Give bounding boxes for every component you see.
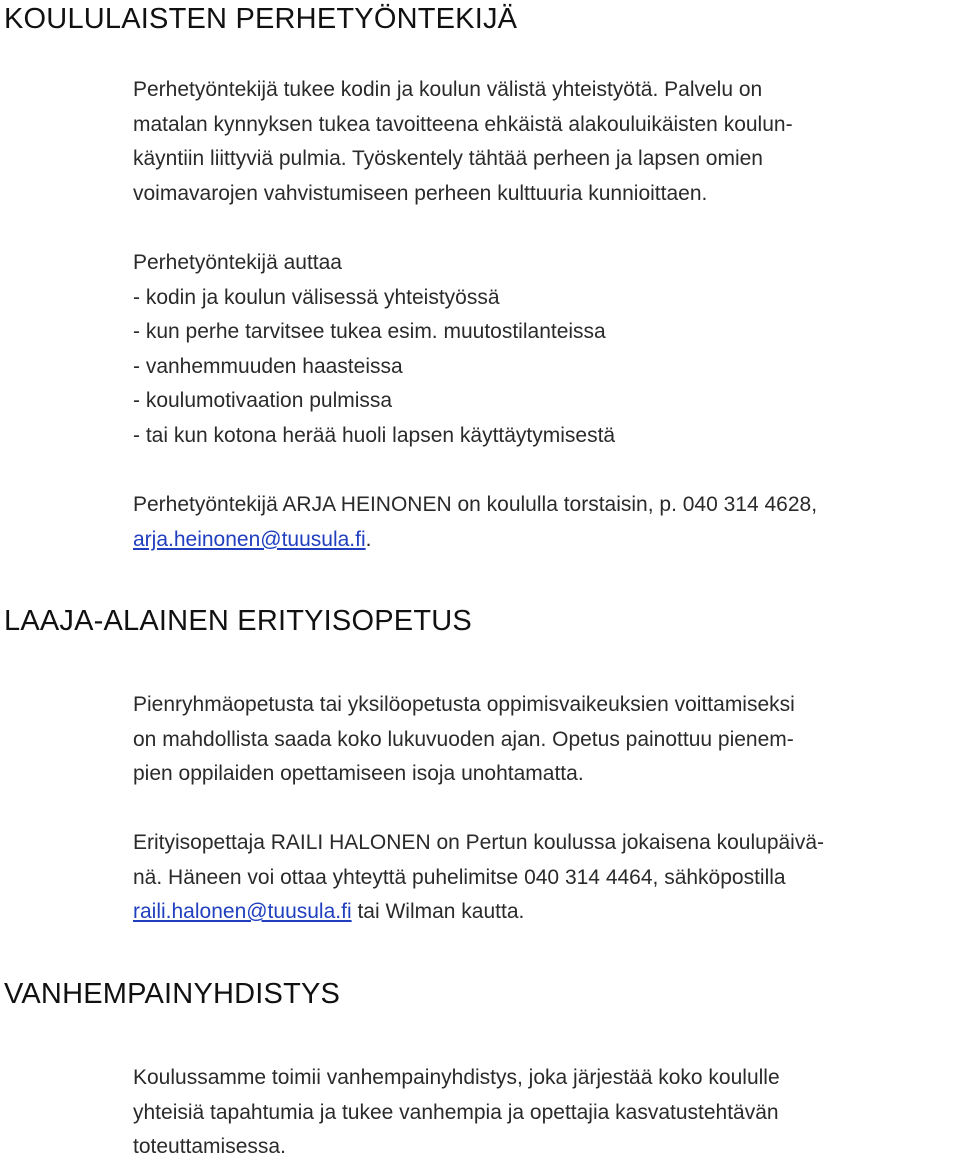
perhetyontekija-intro <box>133 73 955 211</box>
text-line: käyntiin liittyviä pulmia. Työskentely tähtää perheen ja lapsen omien <box>133 147 763 170</box>
section-title-vanhempainyhdistys: VANHEMPAINYHDISTYS <box>4 978 341 1010</box>
email-suffix: . <box>365 527 372 551</box>
contact-email-line <box>133 895 955 930</box>
erityisopetus-contact <box>133 826 955 930</box>
text-line: yhteisiä tapahtumia ja tukee vanhempia ja opettajia kasvatustehtävän <box>133 1100 779 1124</box>
list-item: - kun perhe tarvitsee tukea esim. muutostilanteissa <box>133 320 606 343</box>
perhetyontekija-contact <box>133 488 955 557</box>
perhetyontekija-help-list <box>133 246 955 453</box>
list-intro: Perhetyöntekijä auttaa <box>133 251 342 274</box>
text-line: matalan kynnyksen tukea tavoitteena ehkäistä alakouluikäisten koulun- <box>133 112 793 136</box>
email-suffix: tai Wilman kautta. <box>351 900 525 923</box>
contact-line: Perhetyöntekijä ARJA HEINONEN on koululla torstaisin, p. 040 314 4628, <box>133 493 818 516</box>
list-item: - tai kun kotona herää huoli lapsen käyttäytymisestä <box>133 423 616 447</box>
text-line: pien oppilaiden opettamiseen isoja unohtamatta. <box>133 762 584 785</box>
section-title-erityisopetus: LAAJA-ALAINEN ERITYISOPETUS <box>4 605 472 637</box>
contact-email-line <box>133 523 955 558</box>
erityisopetus-intro <box>133 688 955 792</box>
text-line: nä. Häneen voi ottaa yhteyttä puhelimitse 040 314 4464, sähköpostilla <box>133 865 786 889</box>
list-item: - koulumotivaation pulmissa <box>133 389 393 412</box>
text-line: Perhetyöntekijä tukee kodin ja koulun välistä yhteistyötä. Palvelu on <box>133 78 763 101</box>
text-line: toteuttamisessa. <box>133 1135 286 1158</box>
text-line: voimavarojen vahvistumiseen perheen kulttuuria kunnioittaen. <box>133 181 708 205</box>
list-item: - kodin ja koulun välisessä yhteistyössä <box>133 285 500 309</box>
text-line: Pienryhmäopetusta tai yksilöopetusta oppimisvaikeuksien voittamiseksi <box>133 693 795 716</box>
text-line: Erityisopettaja RAILI HALONEN on Pertun koulussa jokaisena koulupäivä- <box>133 831 825 854</box>
text-line: Koulussamme toimii vanhempainyhdistys, joka järjestää koko koululle <box>133 1066 780 1089</box>
email-link-raili[interactable]: raili.halonen@tuusula.fi <box>133 900 352 923</box>
text-line: on mahdollista saada koko lukuvuoden ajan. Opetus painottuu pienem- <box>133 727 794 751</box>
vanhempainyhdistys-intro <box>133 1061 955 1165</box>
email-link-arja[interactable]: arja.heinonen@tuusula.fi <box>133 527 366 551</box>
list-item: - vanhemmuuden haasteissa <box>133 354 403 378</box>
section-title-perhetyontekija: KOULULAISTEN PERHETYÖNTEKIJÄ <box>4 3 518 35</box>
